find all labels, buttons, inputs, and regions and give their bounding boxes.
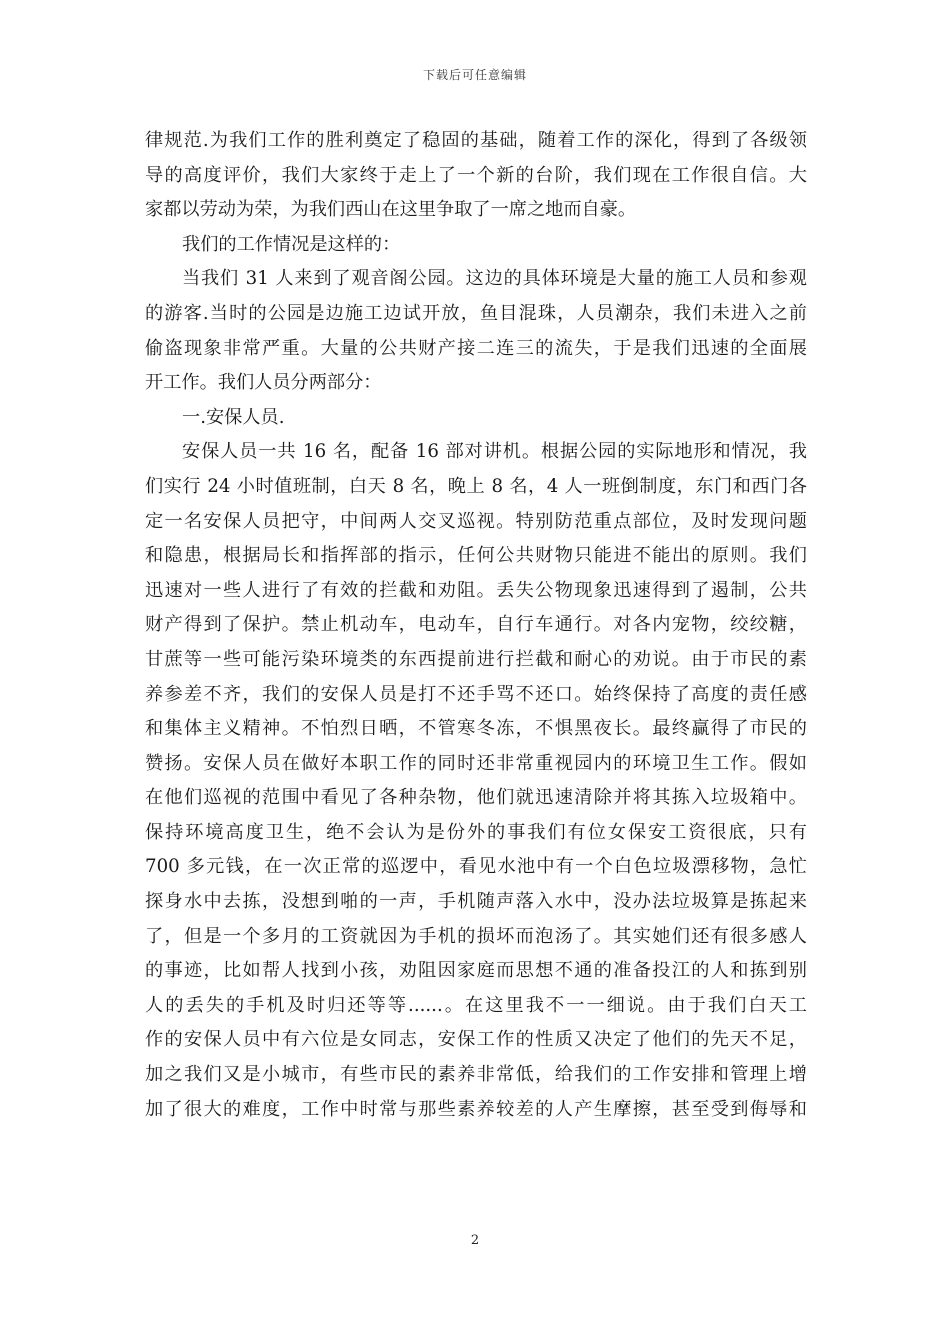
paragraph-line: 迅速对一些人进行了有效的拦截和劝阻。丢失公物现象迅速得到了遏制，公共 — [145, 579, 807, 601]
paragraph-line: 定一名安保人员把守，中间两人交叉巡视。特别防范重点部位，及时发现问题 — [145, 510, 807, 532]
paragraph-line: 的事迹，比如帮人找到小孩，劝阻因家庭而思想不通的准备投江的人和拣到别 — [145, 960, 807, 982]
paragraph-line: 和集体主义精神。不怕烈日晒，不管寒冬冻，不惧黑夜长。最终赢得了市民的 — [145, 718, 807, 740]
section-heading: 一.安保人员. — [182, 406, 285, 428]
paragraph-line: 的游客.当时的公园是边施工边试开放，鱼目混珠，人员潮杂，我们未进入之前 — [145, 302, 807, 324]
paragraph-line: 保持环境高度卫生，绝不会认为是份外的事我们有位女保安工资很底，只有 — [145, 821, 807, 843]
paragraph-line: 养参差不齐，我们的安保人员是打不还手骂不还口。始终保持了高度的责任感 — [145, 683, 807, 705]
paragraph-line: 加之我们又是小城市，有些市民的素养非常低，给我们的工作安排和管理上增 — [145, 1064, 807, 1086]
paragraph-line: 了，但是一个多月的工资就因为手机的损坏而泡汤了。其实她们还有很多感人 — [145, 925, 807, 947]
paragraph-line: 偷盗现象非常严重。大量的公共财产接二连三的流失，于是我们迅速的全面展 — [145, 337, 807, 359]
page-number: 2 — [470, 1233, 480, 1248]
paragraph-line: 导的高度评价，我们大家终于走上了一个新的台阶，我们现在工作很自信。大 — [145, 164, 807, 186]
paragraph-line: 律规范.为我们工作的胜利奠定了稳固的基础，随着工作的深化，得到了各级领 — [145, 130, 807, 151]
paragraph-line: 家都以劳动为荣，为我们西山在这里争取了一席之地而自豪。 — [145, 199, 637, 221]
paragraph-line: 安保人员一共 16 名，配备 16 部对讲机。根据公园的实际地形和情况，我 — [182, 441, 807, 463]
paragraph-line: 人的丢失的手机及时归还等等......。在这里我不一一细说。由于我们白天工 — [145, 994, 807, 1016]
paragraph-line: 当我们 31 人来到了观音阁公园。这边的具体环境是大量的施工人员和参观 — [182, 268, 807, 290]
paragraph-line: 探身水中去拣，没想到啪的一声，手机随声落入水中，没办法垃圾算是拣起来 — [145, 891, 807, 913]
paragraph-line: 加了很大的难度，工作中时常与那些素养较差的人产生摩擦，甚至受到侮辱和 — [145, 1098, 807, 1120]
paragraph-line: 我们的工作情况是这样的： — [182, 233, 401, 255]
document-body — [145, 124, 807, 1127]
paragraph-line: 甘蔗等一些可能污染环境类的东西提前进行拦截和耐心的劝说。由于市民的素 — [145, 648, 807, 670]
page-header: 下载后可任意编辑 — [422, 68, 527, 82]
paragraph-line: 和隐患，根据局长和指挥部的指示，任何公共财物只能进不能出的原则。我们 — [145, 545, 807, 567]
paragraph-line: 财产得到了保护。禁止机动车，电动车，自行车通行。对各内宠物，绞绞糖， — [145, 614, 807, 636]
paragraph-line: 在他们巡视的范围中看见了各种杂物，他们就迅速清除并将其拣入垃圾箱中。 — [145, 787, 807, 809]
paragraph-line: 开工作。我们人员分两部分： — [145, 372, 382, 394]
paragraph-line: 们实行 24 小时值班制，白天 8 名，晚上 8 名，4 人一班倒制度，东门和西门各 — [145, 475, 807, 497]
paragraph-line: 赞扬。安保人员在做好本职工作的同时还非常重视园内的环境卫生工作。假如 — [145, 752, 807, 774]
paragraph-line: 700 多元钱，在一次正常的巡逻中，看见水池中有一个白色垃圾漂移物，急忙 — [145, 856, 807, 878]
paragraph-line: 作的安保人员中有六位是女同志，安保工作的性质又决定了他们的先天不足， — [145, 1029, 807, 1051]
